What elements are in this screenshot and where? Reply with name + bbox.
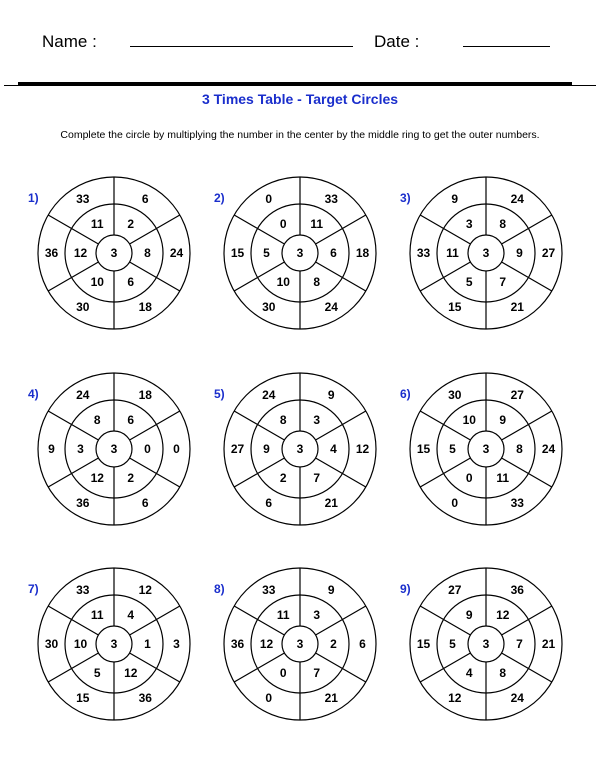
outer-number: 30 [262, 300, 276, 315]
inner-number: 10 [462, 412, 476, 427]
outer-divider [48, 669, 71, 683]
target-circle [220, 173, 380, 333]
inner-number: 7 [313, 666, 321, 681]
inner-number: 4 [330, 442, 337, 456]
outer-divider [156, 215, 179, 229]
outer-divider [342, 669, 365, 683]
outer-number: 36 [44, 246, 59, 260]
inner-number: 3 [77, 442, 84, 456]
outer-number: 21 [541, 637, 556, 651]
inner-number: 12 [496, 607, 510, 622]
outer-divider [420, 669, 443, 683]
inner-number: 7 [313, 471, 321, 486]
outer-divider [48, 474, 71, 488]
outer-divider [234, 474, 257, 488]
inner-number: 12 [124, 666, 138, 681]
name-label: Name : [42, 32, 97, 51]
outer-divider [528, 278, 551, 292]
outer-number: 33 [324, 191, 338, 206]
inner-number: 9 [465, 607, 473, 622]
outer-number: 24 [510, 191, 524, 206]
target-circle [406, 173, 566, 333]
outer-number: 33 [416, 246, 431, 260]
outer-divider [48, 278, 71, 292]
outer-divider [234, 215, 257, 229]
date-field[interactable] [463, 46, 550, 47]
outer-number: 15 [448, 300, 462, 315]
outer-divider [342, 606, 365, 620]
inner-number: 8 [144, 246, 151, 260]
target-circle [34, 369, 194, 529]
outer-number: 12 [448, 691, 462, 706]
inner-number: 5 [449, 637, 456, 651]
inner-number: 2 [279, 471, 287, 486]
divider [18, 82, 572, 86]
outer-divider [528, 669, 551, 683]
outer-number: 0 [265, 691, 273, 706]
outer-number: 9 [327, 387, 335, 402]
center-number: 3 [110, 442, 118, 456]
outer-divider [528, 606, 551, 620]
inner-number: 6 [127, 275, 135, 290]
outer-number: 15 [416, 442, 431, 456]
outer-number: 27 [541, 246, 556, 260]
inner-number: 5 [465, 275, 473, 290]
inner-number: 8 [93, 412, 101, 427]
outer-number: 18 [138, 387, 152, 402]
outer-number: 33 [510, 496, 524, 511]
inner-number: 5 [263, 246, 270, 260]
outer-number: 3 [173, 637, 180, 651]
inner-number: 9 [263, 442, 270, 456]
outer-divider [48, 411, 71, 425]
outer-number: 6 [359, 637, 366, 651]
outer-divider [156, 278, 179, 292]
outer-number: 24 [76, 387, 90, 402]
divider-left [4, 85, 18, 86]
outer-divider [48, 606, 71, 620]
outer-number: 15 [416, 637, 431, 651]
outer-number: 30 [44, 637, 59, 651]
outer-number: 12 [138, 582, 152, 597]
outer-divider [342, 215, 365, 229]
outer-number: 9 [327, 582, 335, 597]
center-number: 3 [296, 246, 304, 260]
inner-number: 12 [73, 246, 88, 260]
outer-number: 24 [169, 246, 184, 260]
outer-number: 21 [510, 300, 524, 315]
inner-number: 12 [259, 637, 274, 651]
outer-number: 6 [265, 496, 273, 511]
inner-number: 10 [276, 275, 290, 290]
outer-divider [156, 474, 179, 488]
outer-number: 0 [265, 191, 273, 206]
divider-right [572, 85, 596, 86]
inner-number: 12 [90, 471, 104, 486]
circle-number: 2) [214, 191, 225, 205]
target-circle [34, 564, 194, 724]
outer-number: 24 [541, 442, 556, 456]
outer-divider [528, 215, 551, 229]
inner-number: 0 [144, 442, 151, 456]
inner-number: 11 [276, 607, 290, 622]
inner-number: 7 [499, 275, 507, 290]
outer-divider [234, 606, 257, 620]
circle-number: 5) [214, 387, 225, 401]
outer-number: 27 [510, 387, 524, 402]
worksheet-title: 3 Times Table - Target Circles [201, 91, 399, 107]
outer-number: 30 [448, 387, 462, 402]
center-number: 3 [296, 442, 304, 456]
inner-number: 11 [446, 246, 459, 260]
outer-number: 9 [451, 191, 459, 206]
outer-divider [420, 474, 443, 488]
outer-number: 15 [230, 246, 245, 260]
outer-number: 24 [324, 300, 338, 315]
target-circle [34, 173, 194, 333]
circle-number: 6) [400, 387, 411, 401]
target-circle [220, 564, 380, 724]
inner-number: 0 [279, 216, 287, 231]
outer-divider [156, 669, 179, 683]
outer-divider [48, 215, 71, 229]
outer-divider [234, 411, 257, 425]
outer-number: 15 [76, 691, 90, 706]
inner-number: 4 [465, 666, 473, 681]
outer-divider [234, 278, 257, 292]
outer-number: 6 [141, 496, 149, 511]
inner-number: 8 [499, 666, 507, 681]
inner-number: 1 [144, 637, 151, 651]
center-number: 3 [296, 637, 304, 651]
circle-number: 3) [400, 191, 411, 205]
outer-divider [156, 606, 179, 620]
inner-number: 8 [499, 216, 507, 231]
inner-number: 11 [310, 216, 324, 231]
outer-number: 18 [355, 246, 370, 260]
inner-number: 3 [313, 607, 321, 622]
center-number: 3 [110, 246, 118, 260]
inner-number: 11 [90, 607, 104, 622]
circle-number: 9) [400, 582, 411, 596]
outer-number: 0 [451, 496, 459, 511]
center-number: 3 [482, 246, 490, 260]
outer-divider [528, 474, 551, 488]
inner-number: 9 [516, 246, 523, 260]
target-circle [406, 564, 566, 724]
outer-number: 36 [230, 637, 245, 651]
outer-divider [342, 474, 365, 488]
outer-number: 33 [76, 191, 90, 206]
circle-number: 4) [28, 387, 39, 401]
outer-number: 36 [510, 582, 524, 597]
outer-number: 36 [138, 691, 152, 706]
center-number: 3 [110, 637, 118, 651]
outer-divider [420, 411, 443, 425]
instructions: Complete the circle by multiplying the number in the center by the middle ring to get the outer numbers. [60, 129, 540, 141]
inner-number: 7 [516, 637, 523, 651]
outer-divider [342, 411, 365, 425]
inner-number: 2 [330, 637, 337, 651]
inner-number: 11 [90, 216, 104, 231]
outer-number: 21 [324, 496, 338, 511]
outer-divider [234, 669, 257, 683]
inner-number: 0 [279, 666, 287, 681]
outer-number: 27 [448, 582, 462, 597]
outer-number: 12 [355, 442, 370, 456]
center-number: 3 [482, 637, 490, 651]
circle-number: 7) [28, 582, 39, 596]
outer-number: 36 [76, 496, 90, 511]
inner-number: 10 [73, 637, 88, 651]
inner-number: 6 [127, 412, 135, 427]
inner-number: 3 [313, 412, 321, 427]
date-label: Date : [374, 32, 420, 51]
outer-divider [156, 411, 179, 425]
outer-number: 27 [230, 442, 245, 456]
target-circle [406, 369, 566, 529]
inner-number: 5 [93, 666, 101, 681]
inner-number: 3 [465, 216, 473, 231]
inner-number: 9 [499, 412, 507, 427]
name-field[interactable] [130, 46, 353, 47]
inner-number: 6 [330, 246, 337, 260]
outer-number: 30 [76, 300, 90, 315]
inner-number: 4 [127, 607, 135, 622]
outer-number: 21 [324, 691, 338, 706]
outer-number: 18 [138, 300, 152, 315]
outer-divider [342, 278, 365, 292]
inner-number: 0 [465, 471, 473, 486]
inner-number: 2 [127, 216, 135, 231]
center-number: 3 [482, 442, 490, 456]
inner-number: 8 [516, 442, 523, 456]
outer-divider [528, 411, 551, 425]
inner-number: 8 [279, 412, 287, 427]
outer-divider [420, 606, 443, 620]
outer-number: 24 [510, 691, 524, 706]
outer-divider [420, 278, 443, 292]
target-circle [220, 369, 380, 529]
inner-number: 10 [90, 275, 104, 290]
inner-number: 5 [449, 442, 456, 456]
inner-number: 8 [313, 275, 321, 290]
outer-number: 6 [141, 191, 149, 206]
outer-number: 9 [48, 442, 55, 456]
outer-divider [420, 215, 443, 229]
outer-number: 33 [76, 582, 90, 597]
circle-number: 8) [214, 582, 225, 596]
inner-number: 11 [496, 471, 510, 486]
outer-number: 24 [262, 387, 276, 402]
outer-number: 33 [262, 582, 276, 597]
outer-number: 0 [173, 442, 180, 456]
circle-number: 1) [28, 191, 39, 205]
inner-number: 2 [127, 471, 135, 486]
